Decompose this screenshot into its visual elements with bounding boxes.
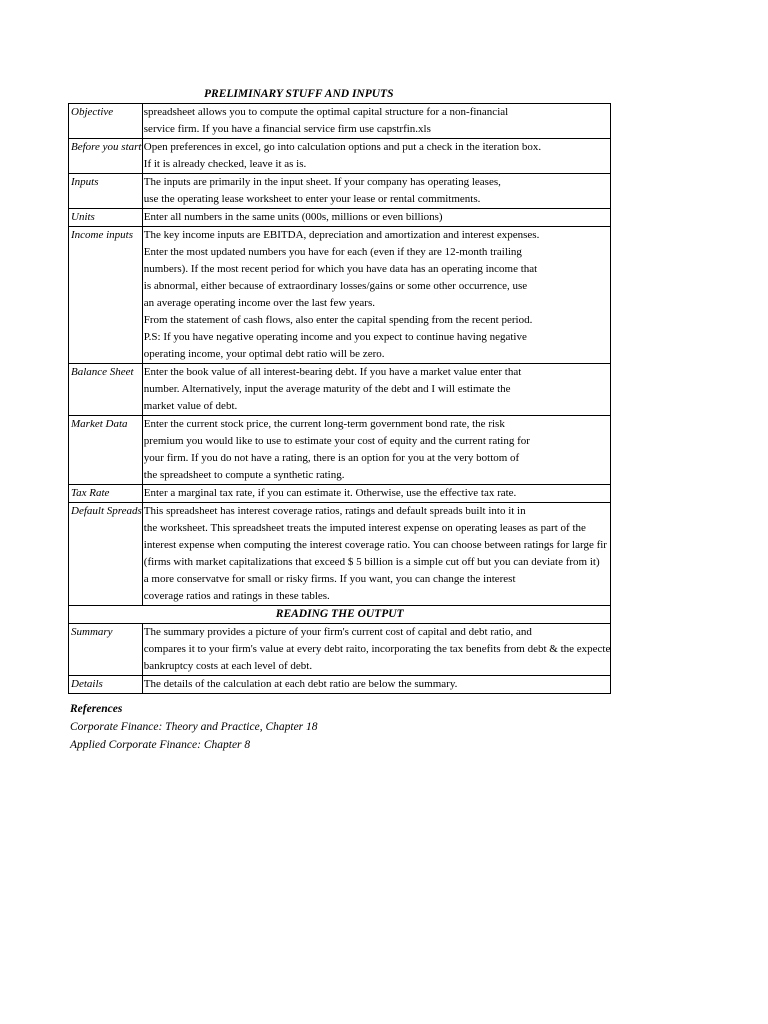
description-line: your firm. If you do not have a rating, there is an option for you at the very bottom of (143, 452, 520, 464)
description-line: The summary provides a picture of your firm's current cost of capital and debt ratio, and (143, 626, 532, 638)
description-line: service firm. If you have a financial service firm use capstrfin.xls (143, 123, 431, 135)
row-label (69, 227, 143, 364)
row-label-text: Units (71, 211, 95, 223)
row-label-text: Balance Sheet (71, 366, 134, 378)
description-line: an average operating income over the last few years. (143, 297, 375, 309)
reference-item: Corporate Finance: Theory and Practice, Chapter 18 (70, 721, 318, 733)
table-row (69, 503, 611, 606)
description-line: a more conservatve for small or risky firms. If you want, you can change the interest (143, 573, 516, 585)
row-label (69, 676, 143, 694)
table-row (69, 485, 611, 503)
description-line: numbers). If the most recent period for which you have data has an operating income that (143, 263, 538, 275)
description-line: premium you would like to use to estimate your cost of equity and the current rating for (143, 435, 530, 447)
description-line: P.S: If you have negative operating income and you expect to continue having negative (143, 331, 527, 343)
section-title: READING THE OUTPUT (69, 606, 611, 624)
description-line: spreadsheet allows you to compute the optimal capital structure for a non-financial (143, 106, 509, 118)
row-label-text: Tax Rate (71, 487, 110, 499)
description-line: Open preferences in excel, go into calculation options and put a check in the iteration box. (143, 141, 542, 153)
row-label (69, 485, 143, 503)
table-row (69, 209, 611, 227)
description-line: is abnormal, either because of extraordinary losses/gains or some other occurrence, use (143, 280, 528, 292)
row-description (142, 174, 611, 209)
row-description (142, 139, 611, 174)
table-row (69, 676, 611, 694)
row-label (69, 364, 143, 416)
description-line: Enter the current stock price, the current long-term government bond rate, the risk (143, 418, 505, 430)
row-description (142, 416, 611, 485)
row-label (69, 209, 143, 227)
row-label-text: Before you start (71, 141, 142, 153)
row-label (69, 139, 143, 174)
description-line: Enter the most updated numbers you have for each (even if they are 12-month trailing (143, 246, 522, 258)
table-row (69, 174, 611, 209)
description-line: This spreadsheet has interest coverage ratios, ratings and default spreads built into it in (143, 505, 526, 517)
table-row (69, 104, 611, 139)
references-heading: References (70, 703, 123, 715)
table-row (69, 364, 611, 416)
row-description (142, 485, 611, 503)
row-label (69, 503, 143, 606)
reference-item: Applied Corporate Finance: Chapter 8 (70, 739, 251, 751)
description-line: coverage ratios and ratings in these tables. (143, 590, 330, 602)
row-description (142, 104, 611, 139)
description-line: the spreadsheet to compute a synthetic rating. (143, 469, 345, 481)
description-line: number. Alternatively, input the average maturity of the debt and I will estimate the (143, 383, 511, 395)
description-line: Enter a marginal tax rate, if you can estimate it. Otherwise, use the effective tax rate. (143, 487, 517, 499)
table-row (69, 416, 611, 485)
description-line: interest expense when computing the interest coverage ratio. You can choose between ratings for large fir (143, 539, 607, 551)
table-row (69, 139, 611, 174)
row-label (69, 174, 143, 209)
description-line: The key income inputs are EBITDA, depreciation and amortization and interest expenses. (143, 229, 540, 241)
row-label-text: Inputs (71, 176, 99, 188)
row-description (142, 676, 611, 694)
row-description (142, 364, 611, 416)
row-label (69, 416, 143, 485)
description-line: the worksheet. This spreadsheet treats the imputed interest expense on operating leases as part of the (143, 522, 586, 534)
description-line: market value of debt. (143, 400, 238, 412)
row-label-text: Market Data (71, 418, 128, 430)
description-line: operating income, your optimal debt ratio will be zero. (143, 348, 385, 360)
row-description (142, 209, 611, 227)
description-line: The inputs are primarily in the input sheet. If your company has operating leases, (143, 176, 501, 188)
description-line: use the operating lease worksheet to enter your lease or rental commitments. (143, 193, 481, 205)
row-label-text: Objective (71, 106, 114, 118)
description-line: Enter the book value of all interest-bearing debt. If you have a market value enter that (143, 366, 522, 378)
row-label-text: Details (71, 678, 103, 690)
references-block (70, 700, 318, 754)
row-description (142, 227, 611, 364)
row-description (142, 624, 611, 676)
row-description (142, 503, 611, 606)
description-line: bankruptcy costs at each level of debt. (143, 660, 313, 672)
description-line: Enter all numbers in the same units (000s, millions or even billions) (143, 211, 443, 223)
instructions-table (68, 103, 611, 694)
description-line: If it is already checked, leave it as is. (143, 158, 307, 170)
sheet-title: PRELIMINARY STUFF AND INPUTS (204, 88, 394, 100)
section-header-row (69, 606, 611, 624)
row-label (69, 624, 143, 676)
table-row (69, 624, 611, 676)
row-label-text: Income inputs (71, 229, 134, 241)
description-line: The details of the calculation at each debt ratio are below the summary. (143, 678, 458, 690)
row-label-text: Summary (71, 626, 113, 638)
description-line: From the statement of cash flows, also enter the capital spending from the recent period. (143, 314, 533, 326)
description-line: (firms with market capitalizations that exceed $ 5 billion is a simple cut off but you can deviate from it) (143, 556, 600, 568)
row-label (69, 104, 143, 139)
row-label-text: Default Spreads (71, 505, 142, 517)
table-row (69, 227, 611, 364)
description-line: compares it to your firm's value at every debt raito, incorporating the tax benefits from debt & the expecte (143, 643, 611, 655)
